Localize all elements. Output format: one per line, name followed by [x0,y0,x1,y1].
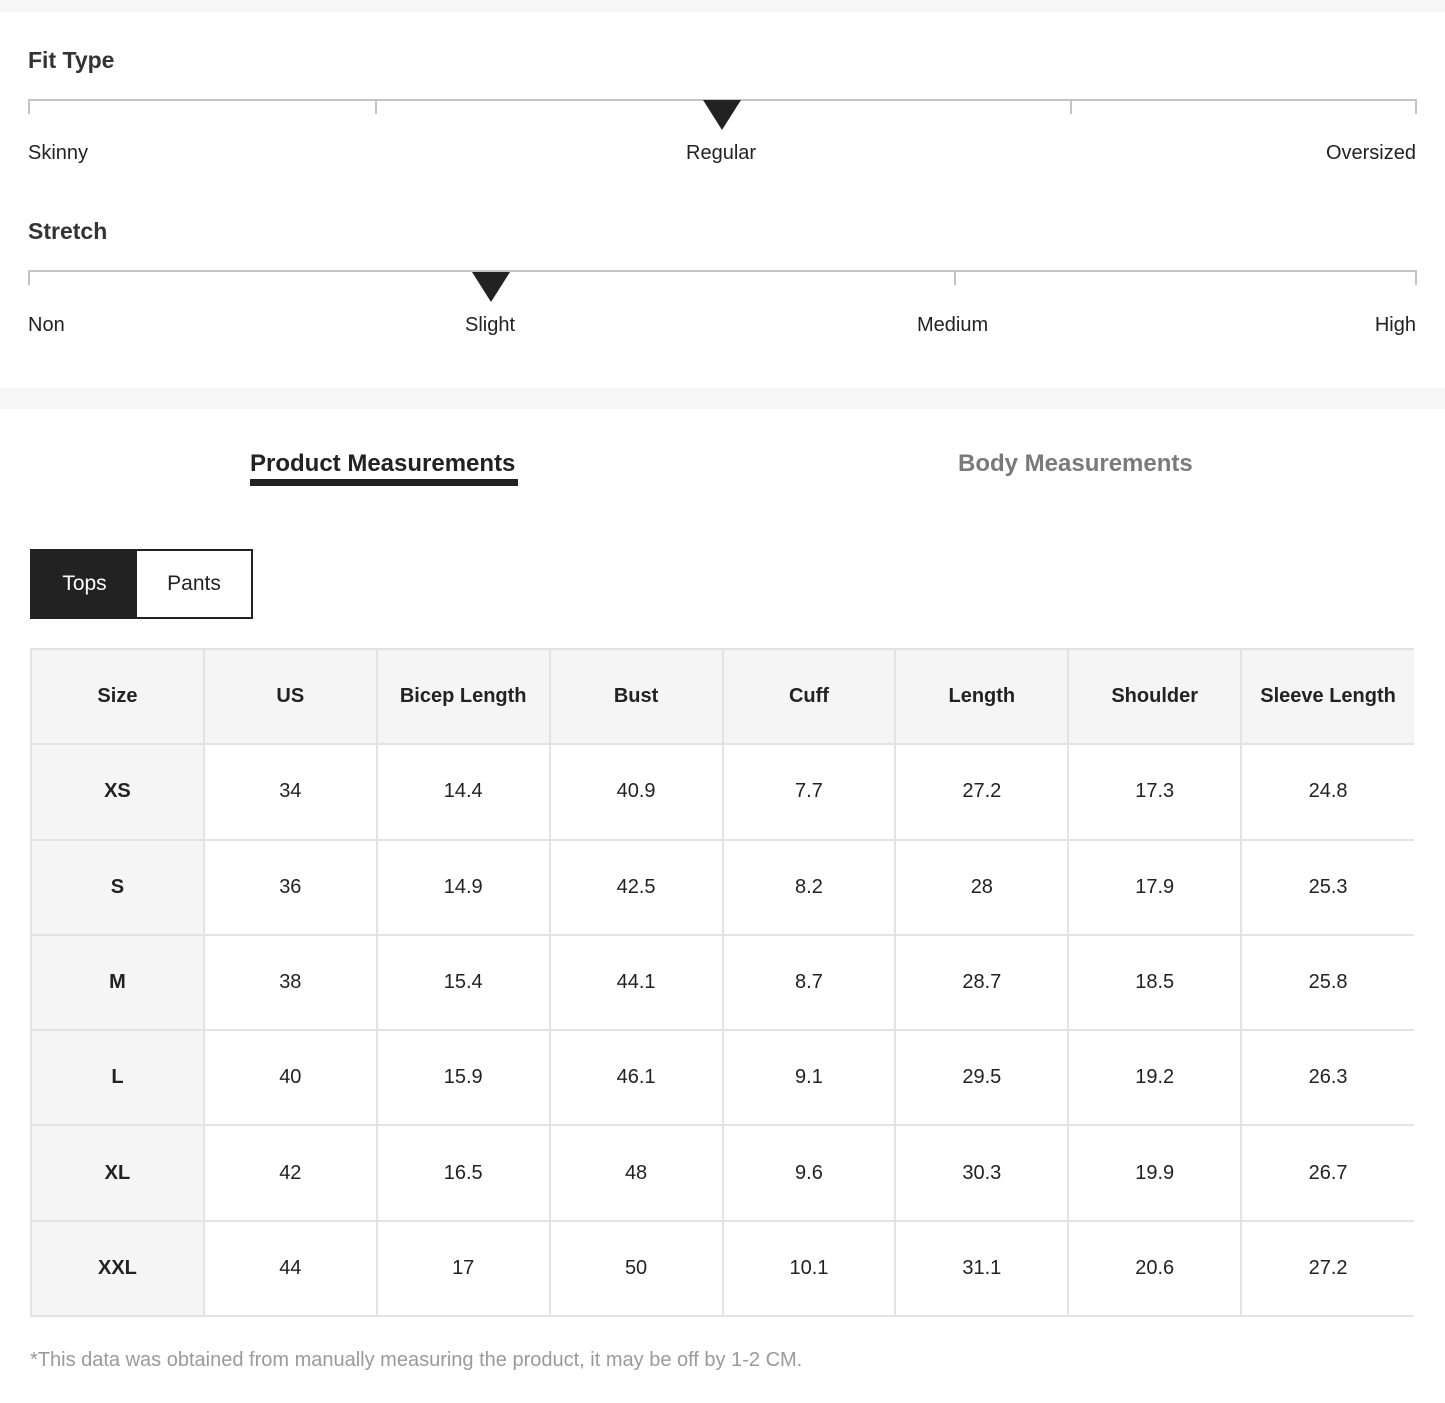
table-row [31,1125,1414,1220]
table-cell: 9.1 [723,1030,896,1125]
table-cell: 8.2 [723,840,896,935]
measurement-footnote: *This data was obtained from manually measuring the product, it may be off by 1-2 CM. [30,1349,803,1371]
column-header: Length [895,649,1068,744]
fit-type-tick [1415,99,1417,114]
section-divider-band [0,388,1445,409]
table-cell: 48 [550,1125,723,1220]
stretch-title: Stretch [28,218,108,244]
fit-type-label-skinny: Skinny [28,142,89,164]
column-header: Shoulder [1068,649,1241,744]
table-cell: 28 [895,840,1068,935]
table-cell: 44.1 [550,935,723,1030]
table-cell: 19.9 [1068,1125,1241,1220]
table-cell: 14.9 [377,840,550,935]
column-header: Bust [550,649,723,744]
table-cell: 25.8 [1241,935,1414,1030]
column-header: US [204,649,377,744]
fit-type-tick [375,99,377,114]
table-cell: 27.2 [1241,1221,1414,1316]
table-cell: 10.1 [723,1221,896,1316]
size-cell: XS [31,744,204,839]
pants-button[interactable]: Pants [137,551,251,617]
table-row [31,840,1414,935]
table-cell: 28.7 [895,935,1068,1030]
table-cell: 14.4 [377,744,550,839]
table-cell: 36 [204,840,377,935]
size-cell: M [31,935,204,1030]
table-cell: 17 [377,1221,550,1316]
table-cell: 29.5 [895,1030,1068,1125]
table-cell: 26.7 [1241,1125,1414,1220]
table-cell: 16.5 [377,1125,550,1220]
table-cell: 25.3 [1241,840,1414,935]
column-header: Sleeve Length [1241,649,1414,744]
table-cell: 42.5 [550,840,723,935]
category-segmented-control [30,549,253,619]
table-cell: 15.4 [377,935,550,1030]
table-cell: 40.9 [550,744,723,839]
table-cell: 17.9 [1068,840,1241,935]
table-cell: 7.7 [723,744,896,839]
table-cell: 38 [204,935,377,1030]
table-cell: 44 [204,1221,377,1316]
table-cell: 24.8 [1241,744,1414,839]
stretch-scale-line [28,270,1417,272]
fit-type-title: Fit Type [28,47,115,73]
fit-type-label-regular: Regular [686,142,757,164]
table-row [31,935,1414,1030]
active-tab-underline [250,479,518,486]
table-cell: 19.2 [1068,1030,1241,1125]
tab-product-measurements[interactable]: Product Measurements [250,450,516,477]
fit-type-tick [28,99,30,114]
fit-type-label-oversized: Oversized [1325,142,1416,164]
table-cell: 42 [204,1125,377,1220]
table-cell: 18.5 [1068,935,1241,1030]
table-cell: 31.1 [895,1221,1068,1316]
tops-button[interactable]: Tops [32,551,137,617]
table-row [31,1030,1414,1125]
size-cell: L [31,1030,204,1125]
stretch-tick [1415,270,1417,285]
stretch-label-non: Non [28,314,65,336]
table-cell: 50 [550,1221,723,1316]
table-cell: 17.3 [1068,744,1241,839]
column-header: Cuff [723,649,896,744]
fit-type-tick [1070,99,1072,114]
stretch-label-medium: Medium [917,314,989,336]
fit-type-pointer-icon [703,100,741,130]
table-cell: 34 [204,744,377,839]
stretch-pointer-icon [472,272,510,302]
size-cell: XXL [31,1221,204,1316]
table-cell: 9.6 [723,1125,896,1220]
table-header-row [31,649,1414,744]
table-cell: 46.1 [550,1030,723,1125]
table-row [31,744,1414,839]
stretch-label-high: High [1374,314,1416,336]
table-cell: 30.3 [895,1125,1068,1220]
table-cell: 40 [204,1030,377,1125]
top-divider-band [0,0,1445,12]
table-row [31,1221,1414,1316]
stretch-tick [954,270,956,285]
table-cell: 15.9 [377,1030,550,1125]
size-cell: XL [31,1125,204,1220]
table-cell: 8.7 [723,935,896,1030]
column-header: Size [31,649,204,744]
table-cell: 26.3 [1241,1030,1414,1125]
column-header: Bicep Length [377,649,550,744]
stretch-label-slight: Slight [465,314,516,336]
table-cell: 27.2 [895,744,1068,839]
size-cell: S [31,840,204,935]
tab-body-measurements[interactable]: Body Measurements [958,450,1193,477]
stretch-tick [28,270,30,285]
size-chart-table [30,648,1414,1317]
table-cell: 20.6 [1068,1221,1241,1316]
